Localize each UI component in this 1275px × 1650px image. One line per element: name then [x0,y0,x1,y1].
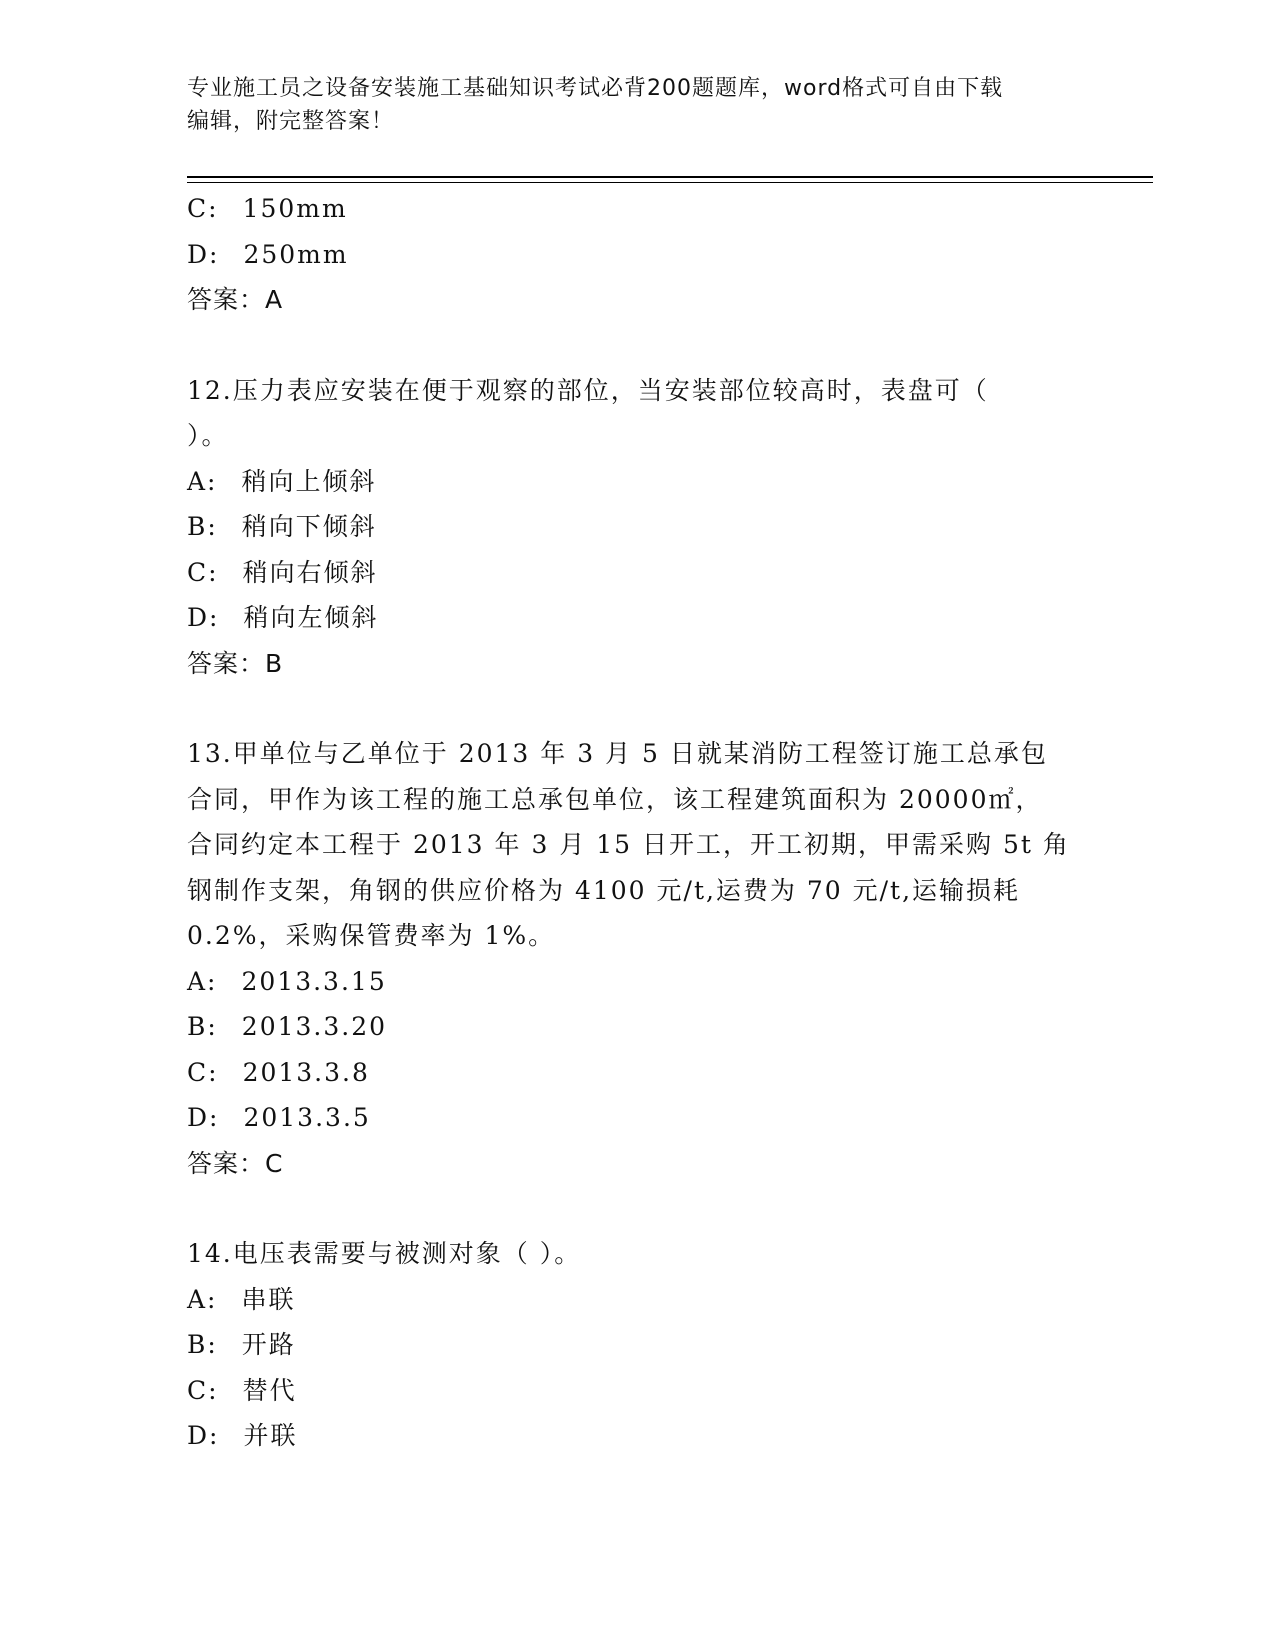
option-letter: B: [187,1330,218,1359]
option-letter: C: [187,1375,219,1405]
option-text: 2013.3.5 [243,1103,371,1132]
option-c [187,1050,1087,1096]
option-a [187,459,1087,505]
option-text: 并联 [243,1421,298,1450]
option-letter: C: [187,1057,219,1087]
option-b [187,1322,1087,1368]
answer-line: 答案：B [187,648,284,678]
option-text: 替代 [242,1375,297,1405]
option-letter: C: [187,557,219,587]
question-list [187,186,1087,1459]
answer-line: 答案：C [187,1148,284,1178]
option-text: 稍向右倾斜 [242,557,378,587]
option-text: 150mm [242,194,348,223]
option-d [187,1413,1087,1459]
header-divider-thin [187,182,1153,183]
option-text: 稍向上倾斜 [241,466,377,496]
header-divider-thick [187,176,1153,178]
option-letter: A: [187,1284,218,1314]
option-letter: A: [187,466,218,496]
option-text: 开路 [241,1330,296,1359]
option-c [187,186,1087,232]
option-c [187,550,1087,596]
option-d [187,232,1087,278]
question-stem-continued: 合同，甲作为该工程的施工总承包单位，该工程建筑面积为 20000㎡， [187,784,1043,814]
question-stem: 13.甲单位与乙单位于 2013 年 3 月 5 日就某消防工程签订施工总承包 [187,739,1048,768]
option-b [187,504,1087,550]
question-stem-continued: ）。 [187,421,229,450]
question-block-12 [187,368,1087,687]
header-title-line-1: 专业施工员之设备安装施工基础知识考试必背200题题库，word格式可自由下载 [187,76,1004,101]
header-title-line-2: 编辑，附完整答案！ [187,109,395,134]
option-letter: D: [187,239,220,269]
question-stem: 14.电压表需要与被测对象（ ）。 [187,1239,582,1268]
option-d [187,595,1087,641]
option-b [187,1004,1087,1050]
question-block-14 [187,1231,1087,1459]
option-letter: D: [187,1421,220,1450]
option-text: 稍向下倾斜 [241,512,377,541]
option-letter: D: [187,1103,220,1132]
option-text: 2013.3.8 [242,1057,370,1087]
question-stem-continued: 钢制作支架，角钢的供应价格为 4100 元/t,运费为 70 元/t,运输损耗 [187,875,1021,905]
option-text: 稍向左倾斜 [243,603,379,632]
question-block-11 [187,186,1087,323]
option-a [187,1277,1087,1323]
option-letter: B: [187,512,218,541]
option-letter: B: [187,1012,218,1041]
question-stem-continued: 合同约定本工程于 2013 年 3 月 15 日开工，开工初期，甲需采购 5t 角 [187,830,1070,859]
option-c [187,1368,1087,1414]
question-stem-continued: 0.2%，采购保管费率为 1%。 [187,921,556,950]
question-stem: 12.压力表应安装在便于观察的部位，当安装部位较高时，表盘可（ [187,375,989,405]
option-d [187,1095,1087,1141]
option-text: 串联 [241,1284,296,1314]
option-text: 2013.3.20 [241,1012,388,1041]
option-text: 2013.3.15 [241,966,387,996]
option-letter: A: [187,966,218,996]
document-header [187,72,1067,138]
option-text: 250mm [243,239,349,269]
option-a [187,959,1087,1005]
option-letter: C: [187,194,219,223]
answer-line: 答案：A [187,285,284,314]
option-letter: D: [187,603,220,632]
question-block-13 [187,731,1087,1186]
